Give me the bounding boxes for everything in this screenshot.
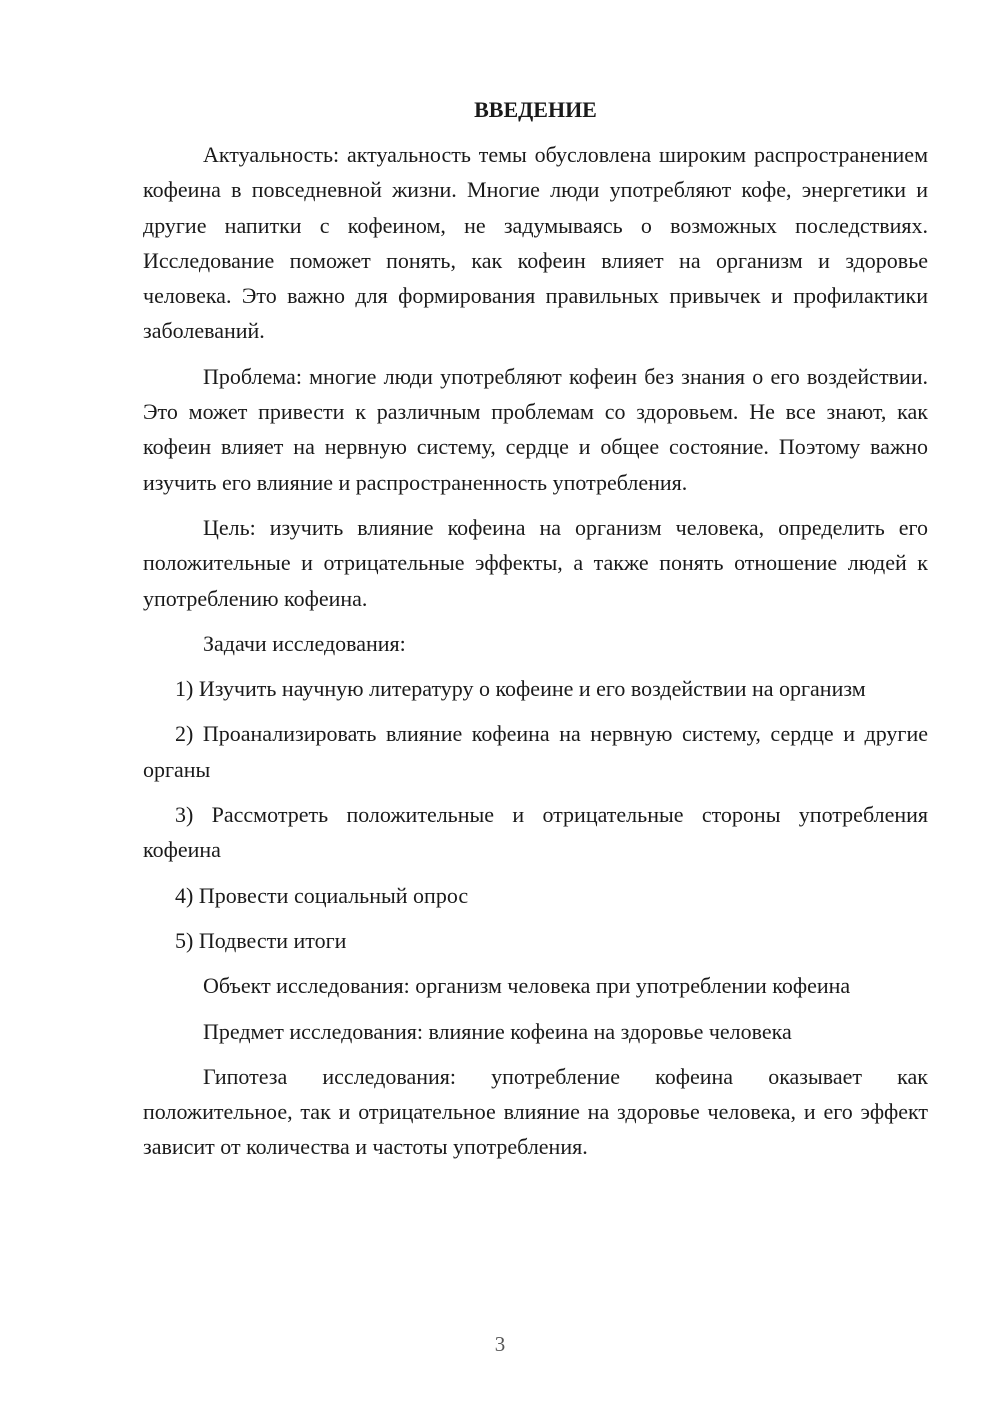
- task-item: 3) Рассмотреть положительные и отрицательные стороны употребления кофеина: [143, 802, 928, 863]
- task-item: 5) Подвести итоги: [175, 927, 347, 953]
- task-item: 1) Изучить научную литературу о кофеине и его воздействии на организм: [175, 676, 866, 702]
- problem-paragraph: Проблема: многие люди употребляют кофеин без знания о его воздействии. Это может привести к различным проблемам со здоровьем. Не все знают, как кофеин влияет на нервную систему, сердце и общее состояние. Поэтому важно изучить его влияние и распространенность употребления.: [143, 363, 928, 495]
- section-heading: ВВЕДЕНИЕ: [474, 97, 597, 122]
- hypothesis-paragraph: Гипотеза исследования: употребление кофеина оказывает как положительное, так и отрицательное влияние на здоровье человека, и его эффект зависит от количества и частоты употребления.: [143, 1063, 928, 1160]
- document-page: [143, 92, 928, 1175]
- tasks-label: Задачи исследования:: [203, 630, 406, 656]
- goal-paragraph: Цель: изучить влияние кофеина на организм человека, определить его положительные и отрицательные эффекты, а также понять отношение людей к употреблению кофеина.: [143, 514, 928, 611]
- tasks-list: [143, 671, 928, 958]
- task-item: 4) Провести социальный опрос: [175, 882, 469, 908]
- subject-paragraph: Предмет исследования: влияние кофеина на здоровье человека: [203, 1018, 792, 1044]
- object-paragraph: Объект исследования: организм человека при употреблении кофеина: [203, 973, 851, 999]
- task-item: 2) Проанализировать влияние кофеина на нервную систему, сердце и другие органы: [143, 721, 928, 782]
- page-number: 3: [494, 1332, 506, 1356]
- relevance-paragraph: Актуальность: актуальность темы обусловлена широким распространением кофеина в повседневной жизни. Многие люди употребляют кофе, энергетики и другие напитки с кофеином, не задумываясь о возможных последствиях. Исследование поможет понять, как кофеин влияет на организм и здоровье человека. Это важно для формирования правильных привычек и профилактики заболеваний.: [143, 142, 928, 344]
